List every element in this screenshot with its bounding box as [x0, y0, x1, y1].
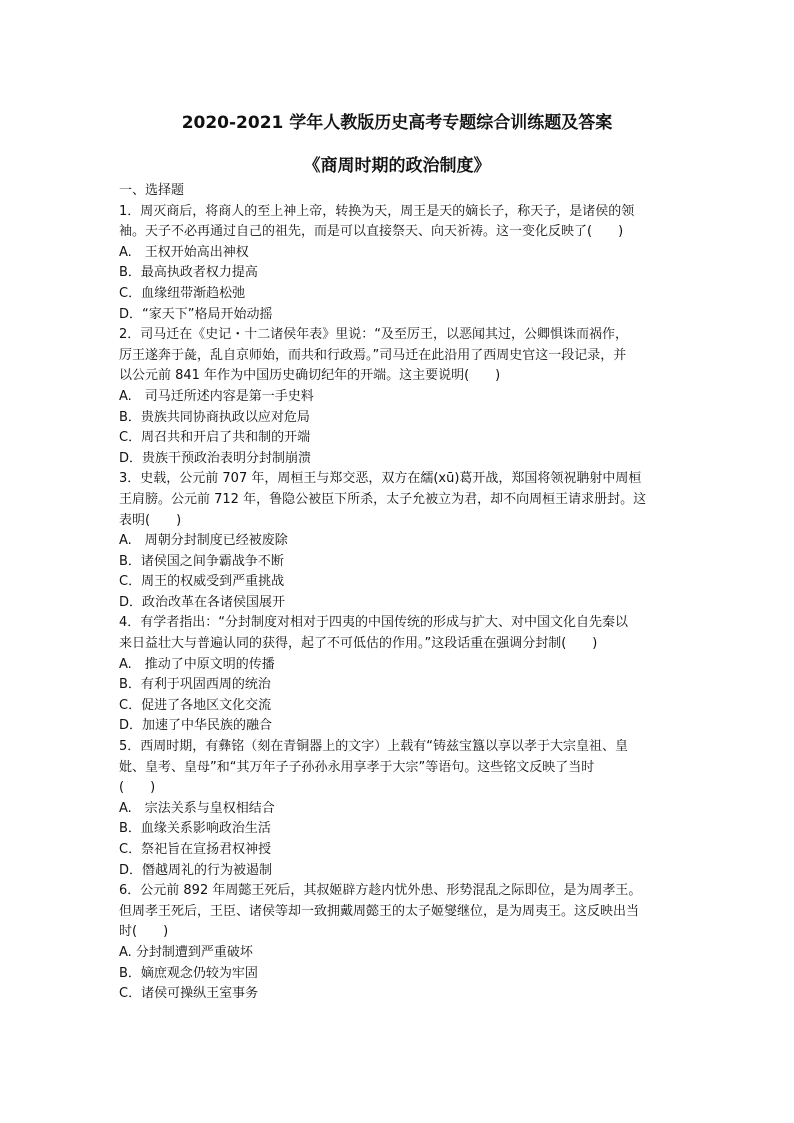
question-stem-line: 以公元前 841 年作为中国历史确切纪年的开端。这主要说明( ) — [119, 368, 501, 384]
question-2 — [119, 325, 679, 469]
question-stem-line: 5．西周时期，有彝铭（刻在青铜器上的文字）上载有“铸兹宝簋以享以孝于大宗皇祖、皇 — [119, 739, 629, 755]
option-d: D．加速了中华民族的融合 — [119, 718, 273, 734]
option-a: A. 司马迁所述内容是第一手史料 — [119, 388, 314, 404]
option-d: D．“家天下”格局开始动摇 — [119, 306, 273, 322]
option-c: C．周王的权威受到严重挑战 — [119, 574, 285, 590]
question-4 — [119, 613, 679, 737]
question-stem-line: 1．周灭商后，将商人的至上神上帝，转换为天，周王是天的嫡长子，称天子，是诸侯的领 — [119, 203, 635, 219]
question-stem-line: 厉王遂奔于彘，乱自京师始，而共和行政焉。”司马迁在此沿用了西周史官这一段记录，并 — [119, 347, 627, 363]
question-stem-line: 2．司马迁在《史记・十二诸侯年表》里说：“及至厉王，以恶闻其过，公卿惧诛而祸作， — [119, 327, 629, 343]
option-c: C．血缘纽带渐趋松弛 — [119, 285, 246, 301]
question-stem-line: 表明( ) — [119, 512, 182, 528]
option-c: C．祭祀旨在宣扬君权神授 — [119, 842, 272, 857]
option-b: B．有利于巩固西周的统治 — [119, 677, 271, 693]
option-b: B．最高执政者权力提高 — [119, 265, 258, 281]
option-a: A. 周朝分封制度已经被废除 — [119, 533, 288, 549]
question-stem-line: 但周孝王死后，王臣、诸侯等却一致拥戴周懿王的太子姬燮继位，是为周夷王。这反映出当 — [119, 903, 640, 919]
option-a: A. 推动了中原文明的传播 — [119, 656, 275, 672]
question-stem-line: 时( ) — [119, 924, 169, 940]
question-1 — [119, 202, 679, 326]
option-c: C．促进了各地区文化交流 — [119, 697, 272, 713]
question-stem-line: 妣、皇考、皇母”和“其万年子子孙孙永用享孝于大宗”等语句。这些铭文反映了当时 — [119, 759, 595, 775]
question-6 — [119, 881, 679, 1005]
option-b: B．嫡庶观念仍较为牢固 — [119, 965, 258, 981]
section-heading: 一、选择题 — [119, 183, 185, 198]
option-b: B．血缘关系影响政治生活 — [119, 821, 271, 837]
option-b: B．诸侯国之间争霸战争不断 — [119, 553, 284, 569]
question-stem-line: 6．公元前 892 年周懿王死后，其叔姬辟方趁内忧外患、形势混乱之际即位，是为周孝王。 — [119, 883, 642, 899]
document-body — [119, 181, 679, 1005]
question-stem-line: 4．有学者指出：“分封制度对相对于四夷的中国传统的形成与扩大、对中国文化自先秦以 — [119, 615, 629, 631]
option-a: A. 宗法关系与皇权相结合 — [119, 800, 275, 816]
question-stem-line: 王肩膀。公元前 712 年，鲁隐公被臣下所杀，太子允被立为君，却不向周桓王请求册封。这 — [119, 491, 647, 507]
question-stem-line: 袖。天子不必再通过自己的祖先，而是可以直接祭天、向天祈祷。这一变化反映了( ) — [119, 224, 624, 240]
question-stem-line: 来日益壮大与普遍认同的获得，起了不可低估的作用。”这段话重在强调分封制( ) — [119, 636, 598, 652]
option-c: C．周召共和开启了共和制的开端 — [119, 430, 311, 446]
question-stem-line: 3．史载，公元前 707 年，周桓王与郑交恶，双方在繻(xū)葛开战，郑国将领祝聃射中周桓 — [119, 471, 642, 487]
option-a: A. 王权开始高出神权 — [119, 244, 249, 260]
option-a: A. 分封制遭到严重破坏 — [119, 944, 253, 960]
question-5 — [119, 737, 679, 881]
option-d: D．僭越周礼的行为被遏制 — [119, 862, 273, 878]
option-d: D．政治改革在各诸侯国展开 — [119, 594, 286, 610]
option-b: B．贵族共同协商执政以应对危局 — [119, 409, 310, 425]
document-title: 2020-2021 学年人教版历史高考专题综合训练题及答案 — [181, 113, 613, 133]
question-3 — [119, 469, 679, 613]
option-c: C．诸侯可操纵王室事务 — [119, 986, 259, 1002]
document-subtitle: 《商周时期的政治制度》 — [303, 156, 491, 176]
option-d: D．贵族干预政治表明分封制崩溃 — [119, 450, 312, 466]
question-stem-line: ( ) — [119, 780, 156, 796]
